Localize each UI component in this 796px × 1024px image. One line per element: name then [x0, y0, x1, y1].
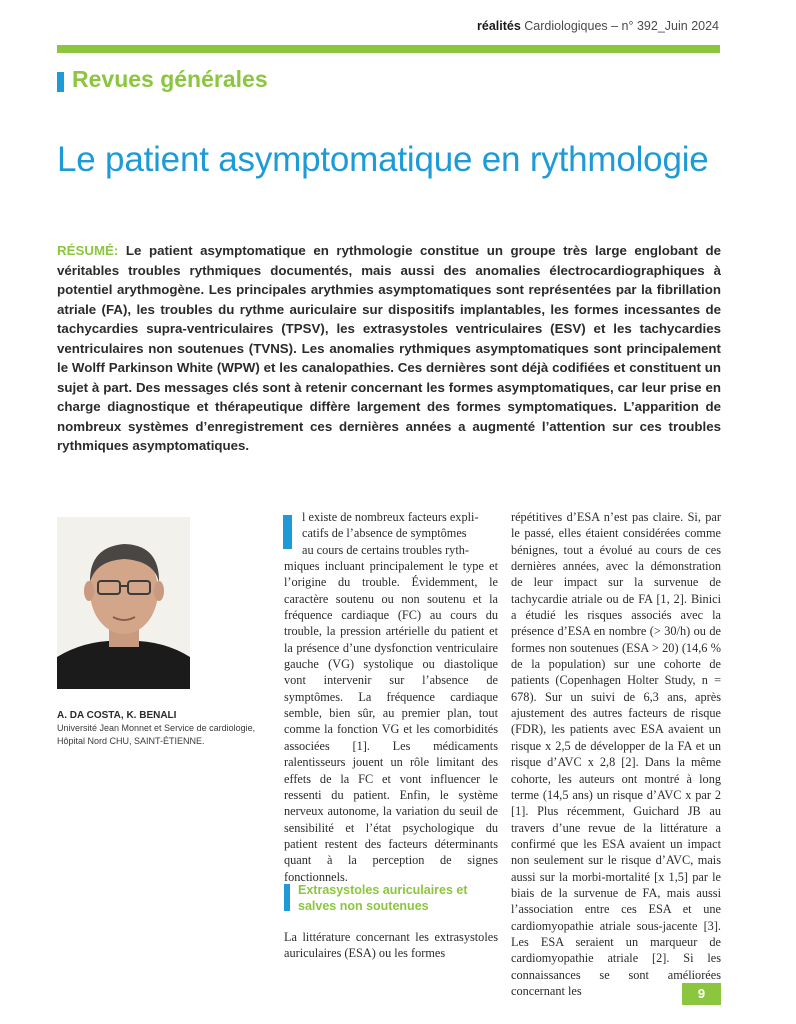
body-column-1: [284, 509, 498, 885]
journal-name: Cardiologiques: [524, 19, 608, 33]
body-section-paragraph: La littérature concernant les extrasystoles auriculaires (ESA) ou les formes: [284, 930, 498, 961]
journal-issue: – n° 392_Juin 2024: [607, 19, 719, 33]
abstract: [57, 241, 721, 456]
section-label: Revues générales: [72, 66, 268, 92]
body-line: l existe de nombreux facteurs expli-: [302, 510, 479, 524]
abstract-text: Le patient asymptomatique en rythmologie constitue un groupe très large englobant de véritables troubles rythmiques documentés, mais aussi des anomalies électrocardiographiques à potentiel arythmogène. Les principales arythmies asymptomatiques sont représentées par la fibrillation atriale (FA), les troubles du rythme auriculaire sur dispositifs implantables, les formes incessantes de tachycardies supra-ventriculaires (TPSV), les extrasystoles ventriculaires (ESV) et les tachycardies ventriculaires non soutenues (TVNS). Les anomalies rythmiques asymptomatiques sont principalement le Wolff Parkinson White (WPW) et les canalopathies. Ces dernières sont déjà codifiées et constituent un sujet à part. Des messages clés sont à retenir concernant les formes asymptomatiques, car leur prise en charge diagnostique et thérapeutique diffère largement des formes symptomatiques. L’apparition de nombreux systèmes d’enregistrement ces dernières années a augmenté l’attention sur ces troubles rythmiques asymptomatiques.: [57, 243, 721, 454]
body-paragraph: miques incluant principalement le type et l’origine du trouble. Évidemment, le caractère soutenu ou non soutenu et la fréquence cardiaque (FC) au cours du trouble, la pression artérielle du patient et la présence d’une dysfonction ventriculaire gauche (VG) systolique ou diastolique vont intervenir sur l’absence de symptômes. La fréquence cardiaque semble, bien sûr, au premier plan, tout comme la fonction VG et les comorbidités associées [1]. Les médicaments ralentisseurs jouent un rôle limitant des effets de la FC et vont influencer le ressenti du patient. Enfin, le système nerveux autonome, la variation du seuil de sensibilité et l’état psychologique du patient restent des facteurs déterminants quant à la perception de signes fonctionnels.: [284, 559, 498, 884]
body-column-2: répétitives d’ESA n’est pas claire. Si, par le passé, elles étaient considérées comme bénignes, tout a évolué au cours de ces dernières années, avec la démonstration de leur impact sur la survenue de tachycardie atriale ou de FA [1, 2]. Binici a étudié les risques associés avec la présence d’ESA en nombre (> 30/h) ou de formes non soutenues (ESA > 20) (14,6 % de la population) sur une cohorte de patients (Copenhagen Holter Study, n = 678). Sur un suivi de 6,3 ans, après ajustement des autres facteurs de risque (FDR), les patients avec ESA avaient un risque x 2,5 de développer de la FA et un risque d’AVC x 2,8 [2]. Dans la même cohorte, les auteurs ont montré à long terme (14,5 ans) un risque d’AVC x par 2 [1]. Plus récemment, Guichard JB au travers d’une revue de la littérature a confirmé que les ESA avaient un impact non seulement sur le risque d’AVC, mais aussi sur la morbi-mortalité [x 1,5] par le biais de la survenue de FA, mais aussi l’association entre ces ESA et une cardiomyopathie atriale sous-jacente [3]. Les ESA seraient un marqueur de cardiomyopathie atriale [2]. Si les connaissances se sont améliorées concernant les: [511, 510, 721, 998]
subheading: Extrasystoles auriculaires et salves non soutenues: [298, 883, 468, 913]
article-title: Le patient asymptomatique en rythmologie: [57, 140, 709, 179]
journal-header: [477, 19, 719, 33]
section-marker: [57, 72, 64, 92]
page-number: 9: [682, 983, 721, 1005]
journal-brand: réalités: [477, 19, 521, 33]
author-names: A. DA COSTA, K. BENALI: [57, 710, 177, 721]
author-photo: [57, 517, 190, 689]
subheading-marker: [284, 884, 290, 911]
body-line: catifs de l’absence de symptômes: [302, 526, 467, 541]
header-rule: [57, 45, 720, 53]
author-affiliation: Université Jean Monnet et Service de cardiologie, Hôpital Nord CHU, SAINT-ÉTIENNE.: [57, 723, 256, 746]
body-line: au cours de certains troubles ryth-: [302, 542, 469, 557]
abstract-label: RÉSUMÉ:: [57, 243, 119, 258]
